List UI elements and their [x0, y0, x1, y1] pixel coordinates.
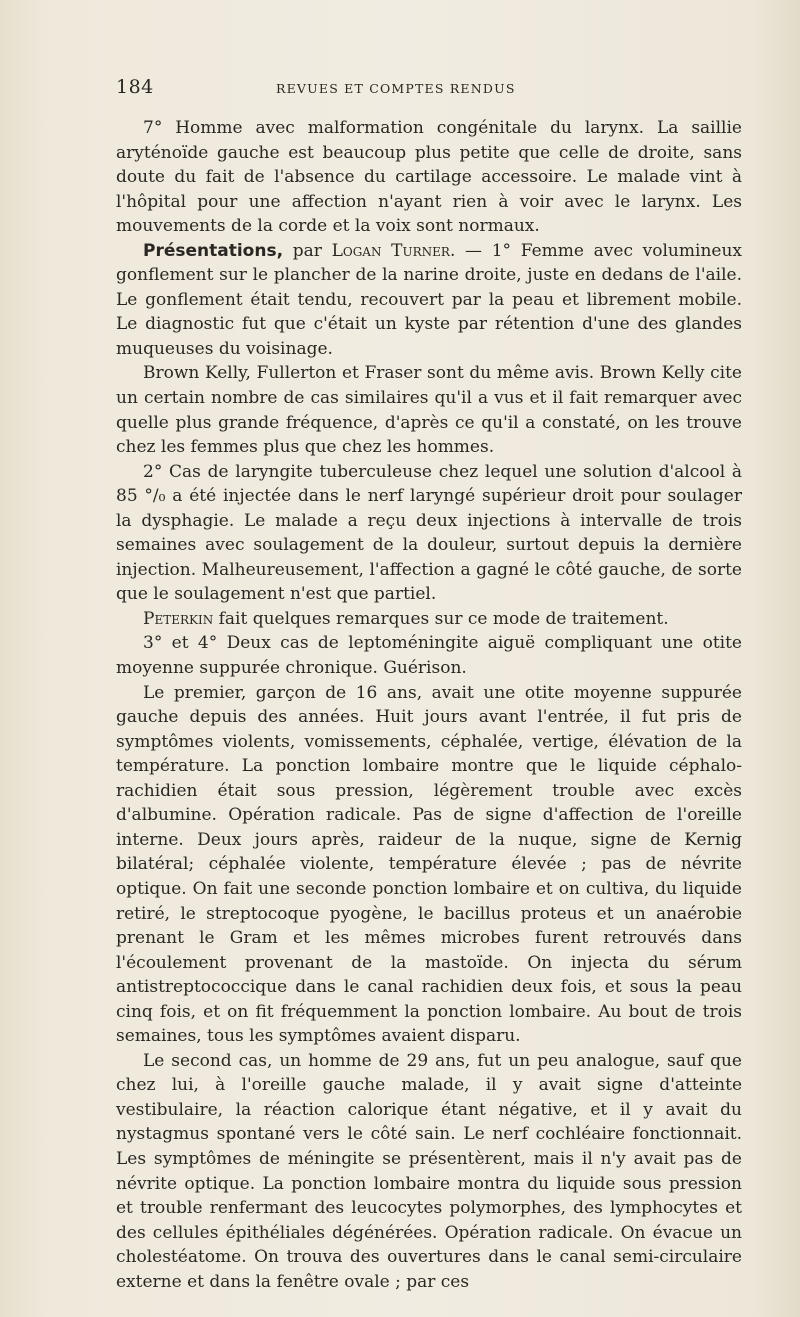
- running-head: REVUES ET COMPTES RENDUS: [276, 81, 516, 96]
- by-word: par: [283, 240, 332, 261]
- page-number: 184: [116, 76, 154, 98]
- paragraph-text: . — 1° Femme avec volumineux gonflement sur le plancher de la narine droite, juste en dedans de l'aile. Le gonflement était tendu, recouvert par la peau et librement mobile. Le diagnostic fut que c'était un kyste par rétention d'une des glandes muqueuses du voisinage.: [116, 240, 742, 359]
- paragraph-presentations: [116, 239, 742, 362]
- paragraph-remarks: [116, 607, 742, 632]
- paragraph-second-case: Le second cas, un homme de 29 ans, fut un peu analogue, sauf que chez lui, à l'oreille gauche malade, il y avait signe d'atteinte vestibulaire, la réaction calorique étant négative, et il y avait du nystagmus spontané vers le côté sain. Le nerf cochléaire fonctionnait. Les symptômes de méningite se présentèrent, mais il n'y avait pas de névrite optique. La ponction lombaire montra du liquide sous pression et trouble renfermant des leucocytes polymorphes, des lymphocytes et des cellules épithéliales dégénérées. Opération radicale. On évacue un cholestéatome. On trouva des ouvertures dans le canal semi-circulaire externe et dans la fenêtre ovale ; par ces: [116, 1050, 742, 1292]
- author-name: Peterkin: [143, 608, 214, 629]
- paragraph-cases-3-4: 3° et 4° Deux cas de leptoméningite aiguë compliquant une otite moyenne suppurée chronique. Guérison.: [116, 633, 742, 679]
- page-header: [116, 76, 742, 102]
- paragraph-first-case: Le premier, garçon de 16 ans, avait une otite moyenne suppurée gauche depuis des années. Huit jours avant l'entrée, il fut pris de symptômes violents, vomissements, céphalée, vertige, élévation de la température. La ponction lombaire montre que le liquide céphalo-rachidien était sous pression, légèrement trouble avec excès d'albumine. Opération radicale. Pas de signe d'affection de l'oreille interne. Deux jours après, raideur de la nuque, signe de Kernig bilatéral; céphalée violente, température élevée ; pas de névrite optique. On fait une seconde ponction lombaire et on cultiva, du liquide retiré, le streptocoque pyogène, le bacillus proteus et un anaérobie prenant le Gram et les mêmes microbes furent retrouvés dans l'écoulement provenant de la mastoïde. On injecta du sérum antistreptococcique dans le canal rachidien deux fois, et sous la peau cinq fois, et on fit fréquemment la ponction lombaire. Au bout de trois semaines, tous les symptômes avaient disparu.: [116, 682, 742, 1047]
- body-text: [116, 116, 742, 1294]
- paragraph-case-7: 7° Homme avec malformation congénitale du larynx. La saillie aryténoïde gauche est beaucoup plus petite que celle de droite, sans doute du fait de l'absence du cartilage accessoire. Le malade vint à l'hôpital pour une affection n'ayant rien à voir avec le larynx. Les mouvements de la corde et la voix sont normaux.: [116, 118, 742, 237]
- author-name: Logan Turner: [331, 240, 450, 261]
- section-heading: Présentations,: [143, 240, 284, 261]
- paragraph-case-2: 2° Cas de laryngite tuberculeuse chez lequel une solution d'alcool à 85 °/₀ a été injectée dans le nerf laryngé supérieur droit pour soulager la dysphagie. Le malade a reçu deux injections à intervalle de trois semaines avec soulagement de la douleur, surtout depuis la dernière injection. Malheureusement, l'affection a gagné le côté gauche, de sorte que le soulagement n'est que partiel.: [116, 461, 742, 605]
- paragraph-text: fait quelques remarques sur ce mode de traitement.: [213, 608, 669, 629]
- paragraph-discussion: Brown Kelly, Fullerton et Fraser sont du même avis. Brown Kelly cite un certain nombre de cas similaires qu'il a vus et il fait remarquer avec quelle plus grande fréquence, d'après ce qu'il a constaté, on les trouve chez les femmes plus que chez les hommes.: [116, 363, 742, 458]
